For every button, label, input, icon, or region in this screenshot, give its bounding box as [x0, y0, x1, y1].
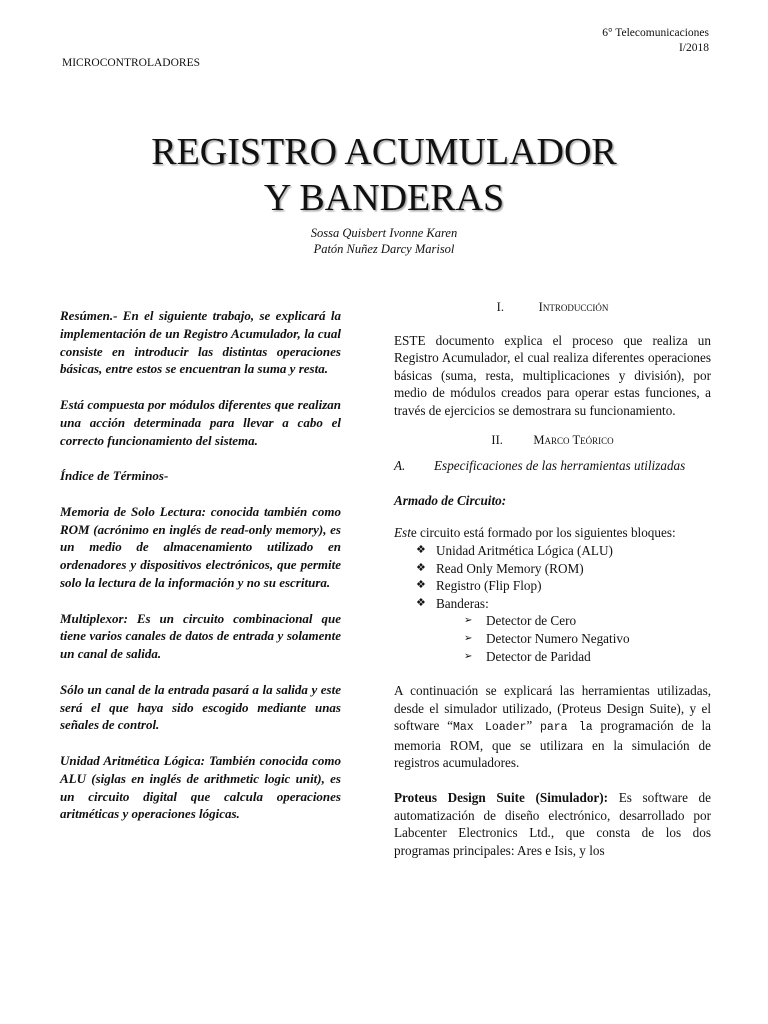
- term-alu: Unidad Aritmética Lógica: También conocida como ALU (siglas en inglés de arithmetic logic unit), es un circuito digital que calcula operaciones aritméticas y operaciones lógicas.: [60, 752, 341, 822]
- term-multiplexor: Multiplexor: Es un circuito combinacional que tiene varios canales de datos de entrada y solamente un canal de salida.: [60, 610, 341, 662]
- circuit-intro-text: e circuito está formado por los siguientes bloques:: [410, 525, 676, 541]
- section-heading-marco-teorico: [394, 432, 711, 450]
- section-title: Marco Teórico: [533, 432, 614, 447]
- left-column: [60, 307, 341, 841]
- subsection-label: A.: [394, 458, 406, 474]
- page-title: [0, 129, 768, 221]
- index-terms-heading: Índice de Términos-: [60, 468, 169, 484]
- list-item: ➢ Detector Numero Negativo: [464, 630, 630, 646]
- proteus-term: Proteus Design Suite (Simulador):: [394, 790, 609, 806]
- list-item: ➢ Detector de Cero: [464, 613, 577, 629]
- proteus-paragraph: [394, 789, 711, 859]
- list-item: ➢ Detector de Paridad: [464, 648, 591, 664]
- section-number: I.: [496, 300, 504, 314]
- right-column: [394, 299, 711, 859]
- authors: [0, 225, 768, 257]
- diamond-bullet-icon: ❖: [416, 561, 426, 574]
- diamond-bullet-icon: ❖: [416, 579, 426, 592]
- header-subject: MICROCONTROLADORES: [62, 57, 201, 69]
- flags-list: [394, 612, 711, 665]
- author-1: Sossa Quisbert Ivonne Karen: [310, 226, 458, 240]
- proteus-description: Es software de automatización de diseño electrónico, desarrollado por Labcenter Electronics Ltd., que consta de los dos programas principales: Ares e Isis, y los: [394, 790, 711, 858]
- list-item: ❖ Banderas:: [416, 595, 489, 611]
- header-course: 6° Telecomunicaciones: [602, 27, 709, 39]
- list-item: ❖ Read Only Memory (ROM): [416, 560, 584, 576]
- armado-heading: Armado de Circuito:: [394, 492, 507, 508]
- term-rom: Memoria de Solo Lectura: conocida también como ROM (acrónimo en inglés de read-only memory), es un medio de almacenamiento utilizado en ordenadores y dispositivos electrónicos, que permite solo la lectura de la información y no su escritura.: [60, 503, 341, 590]
- max-loader-text: Max Loader: [452, 721, 527, 735]
- list-item: ❖ Unidad Aritmética Lógica (ALU): [416, 542, 613, 558]
- subsection-title: Especificaciones de las herramientas utilizadas: [434, 458, 686, 474]
- abstract-paragraph-2: Está compuesta por módulos diferentes que realizan una acción determinada para llevar a cabo el correcto funcionamiento del sistema.: [60, 396, 341, 448]
- subsection-heading: [394, 457, 711, 475]
- abstract-paragraph: Resúmen.- En el siguiente trabajo, se explicará la implementación de un Registro Acumulador, la cual consiste en introducir las distintas operaciones básicas, entre estos se encuentran la suma y resta.: [60, 308, 341, 377]
- circuit-intro: [394, 524, 711, 542]
- arrow-bullet-icon: ➢: [464, 615, 473, 627]
- header-right: [602, 26, 709, 56]
- tools-paragraph: A continuación se explicará las herramientas utilizadas, desde el simulador utilizado, (Proteus Design Suite), y el software “Max Loader” para la programación de la memoria ROM, que se utilizara en la simulación de registros acumuladores.: [394, 683, 711, 771]
- arrow-bullet-icon: ➢: [464, 650, 473, 662]
- blocks-list: [394, 542, 711, 612]
- arrow-bullet-icon: ➢: [464, 632, 473, 644]
- title-line-2: Y BANDERAS: [263, 177, 505, 219]
- circuit-intro-italic: Est: [394, 525, 411, 541]
- para-la-text: para la: [539, 721, 593, 735]
- diamond-bullet-icon: ❖: [416, 596, 426, 609]
- section-number: II.: [491, 432, 503, 447]
- section-heading-introduccion: [394, 299, 711, 317]
- title-line-1: REGISTRO ACUMULADOR: [151, 131, 617, 173]
- diamond-bullet-icon: ❖: [416, 543, 426, 556]
- intro-paragraph: ESTE documento explica el proceso que realiza un Registro Acumulador, el cual realiza diferentes operaciones básicas (suma, resta, multiplicaciones y división), por medio de módulos creados para operar estas funciones, a través de ejercicios se demostrara su funcionamiento.: [394, 332, 711, 418]
- author-2: Patón Nuñez Darcy Marisol: [313, 242, 455, 256]
- header-term: I/2018: [678, 42, 709, 54]
- section-title: Introducción: [538, 300, 609, 314]
- list-item: ❖ Registro (Flip Flop): [416, 578, 542, 594]
- term-multiplexor-2: Sólo un canal de la entrada pasará a la salida y este será el que haya sido escogido mediante unas señales de control.: [60, 681, 341, 733]
